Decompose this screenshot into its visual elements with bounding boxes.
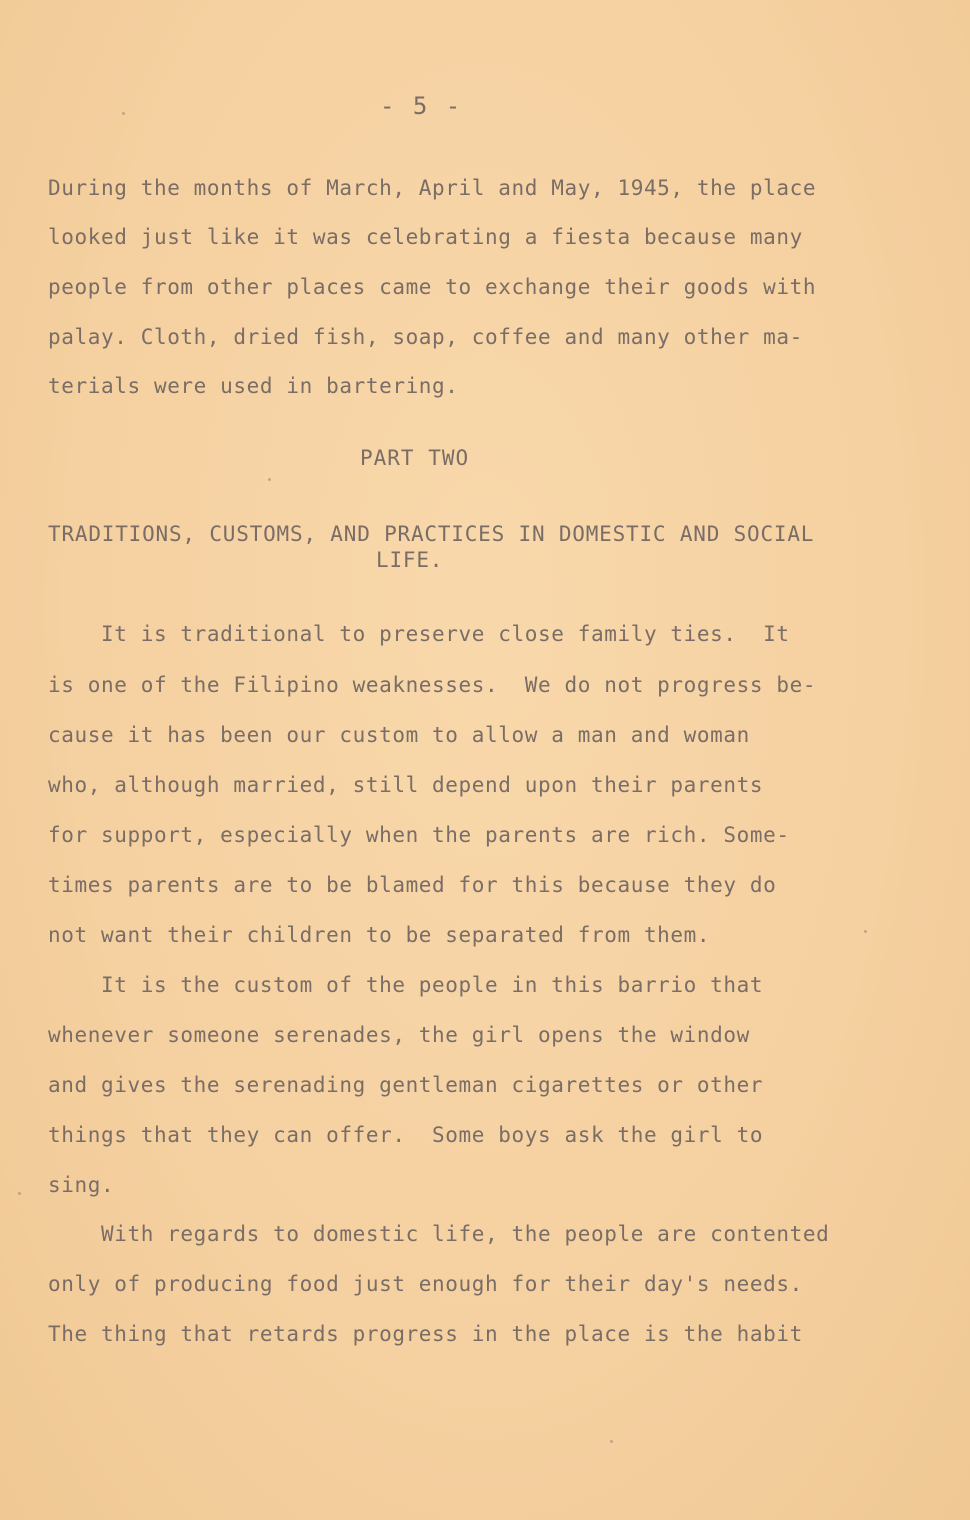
text-line: palay. Cloth, dried fish, soap, coffee and many other ma- [48,325,803,349]
text-line: sing. [48,1173,115,1197]
section-heading-continued: LIFE. [376,548,444,572]
text-line: only of producing food just enough for their day's needs. [48,1272,803,1296]
text-line: During the months of March, April and May, 1945, the place [48,176,817,200]
paper-speck [864,930,867,933]
paper-speck [610,1440,613,1443]
text-line: whenever someone serenades, the girl opens the window [48,1023,750,1047]
text-line: is one of the Filipino weaknesses. We do not progress be- [48,673,817,697]
paper-speck [122,112,125,115]
text-line: The thing that retards progress in the place is the habit [48,1322,803,1346]
paper-speck [268,478,271,481]
text-line: for support, especially when the parents are rich. Some- [48,823,790,847]
text-line: and gives the serenading gentleman cigarettes or other [48,1073,764,1097]
text-line: not want their children to be separated from them. [48,923,711,947]
text-line: who, although married, still depend upon their parents [48,773,764,797]
text-line: It is traditional to preserve close family ties. It [48,622,790,646]
text-line: With regards to domestic life, the people are contented [48,1222,830,1246]
part-heading: PART TWO [360,446,470,470]
page-number: - 5 - [380,92,463,120]
text-line: terials were used in bartering. [48,374,459,398]
section-heading: TRADITIONS, CUSTOMS, AND PRACTICES IN DOMESTIC AND SOCIAL [48,522,815,546]
text-line: times parents are to be blamed for this because they do [48,873,777,897]
text-line: people from other places came to exchange their goods with [48,275,817,299]
paper-speck [18,1192,21,1195]
text-line: things that they can offer. Some boys ask the girl to [48,1123,764,1147]
text-line: cause it has been our custom to allow a man and woman [48,723,750,747]
text-line: looked just like it was celebrating a fiesta because many [48,225,803,249]
text-line: It is the custom of the people in this barrio that [48,973,764,997]
